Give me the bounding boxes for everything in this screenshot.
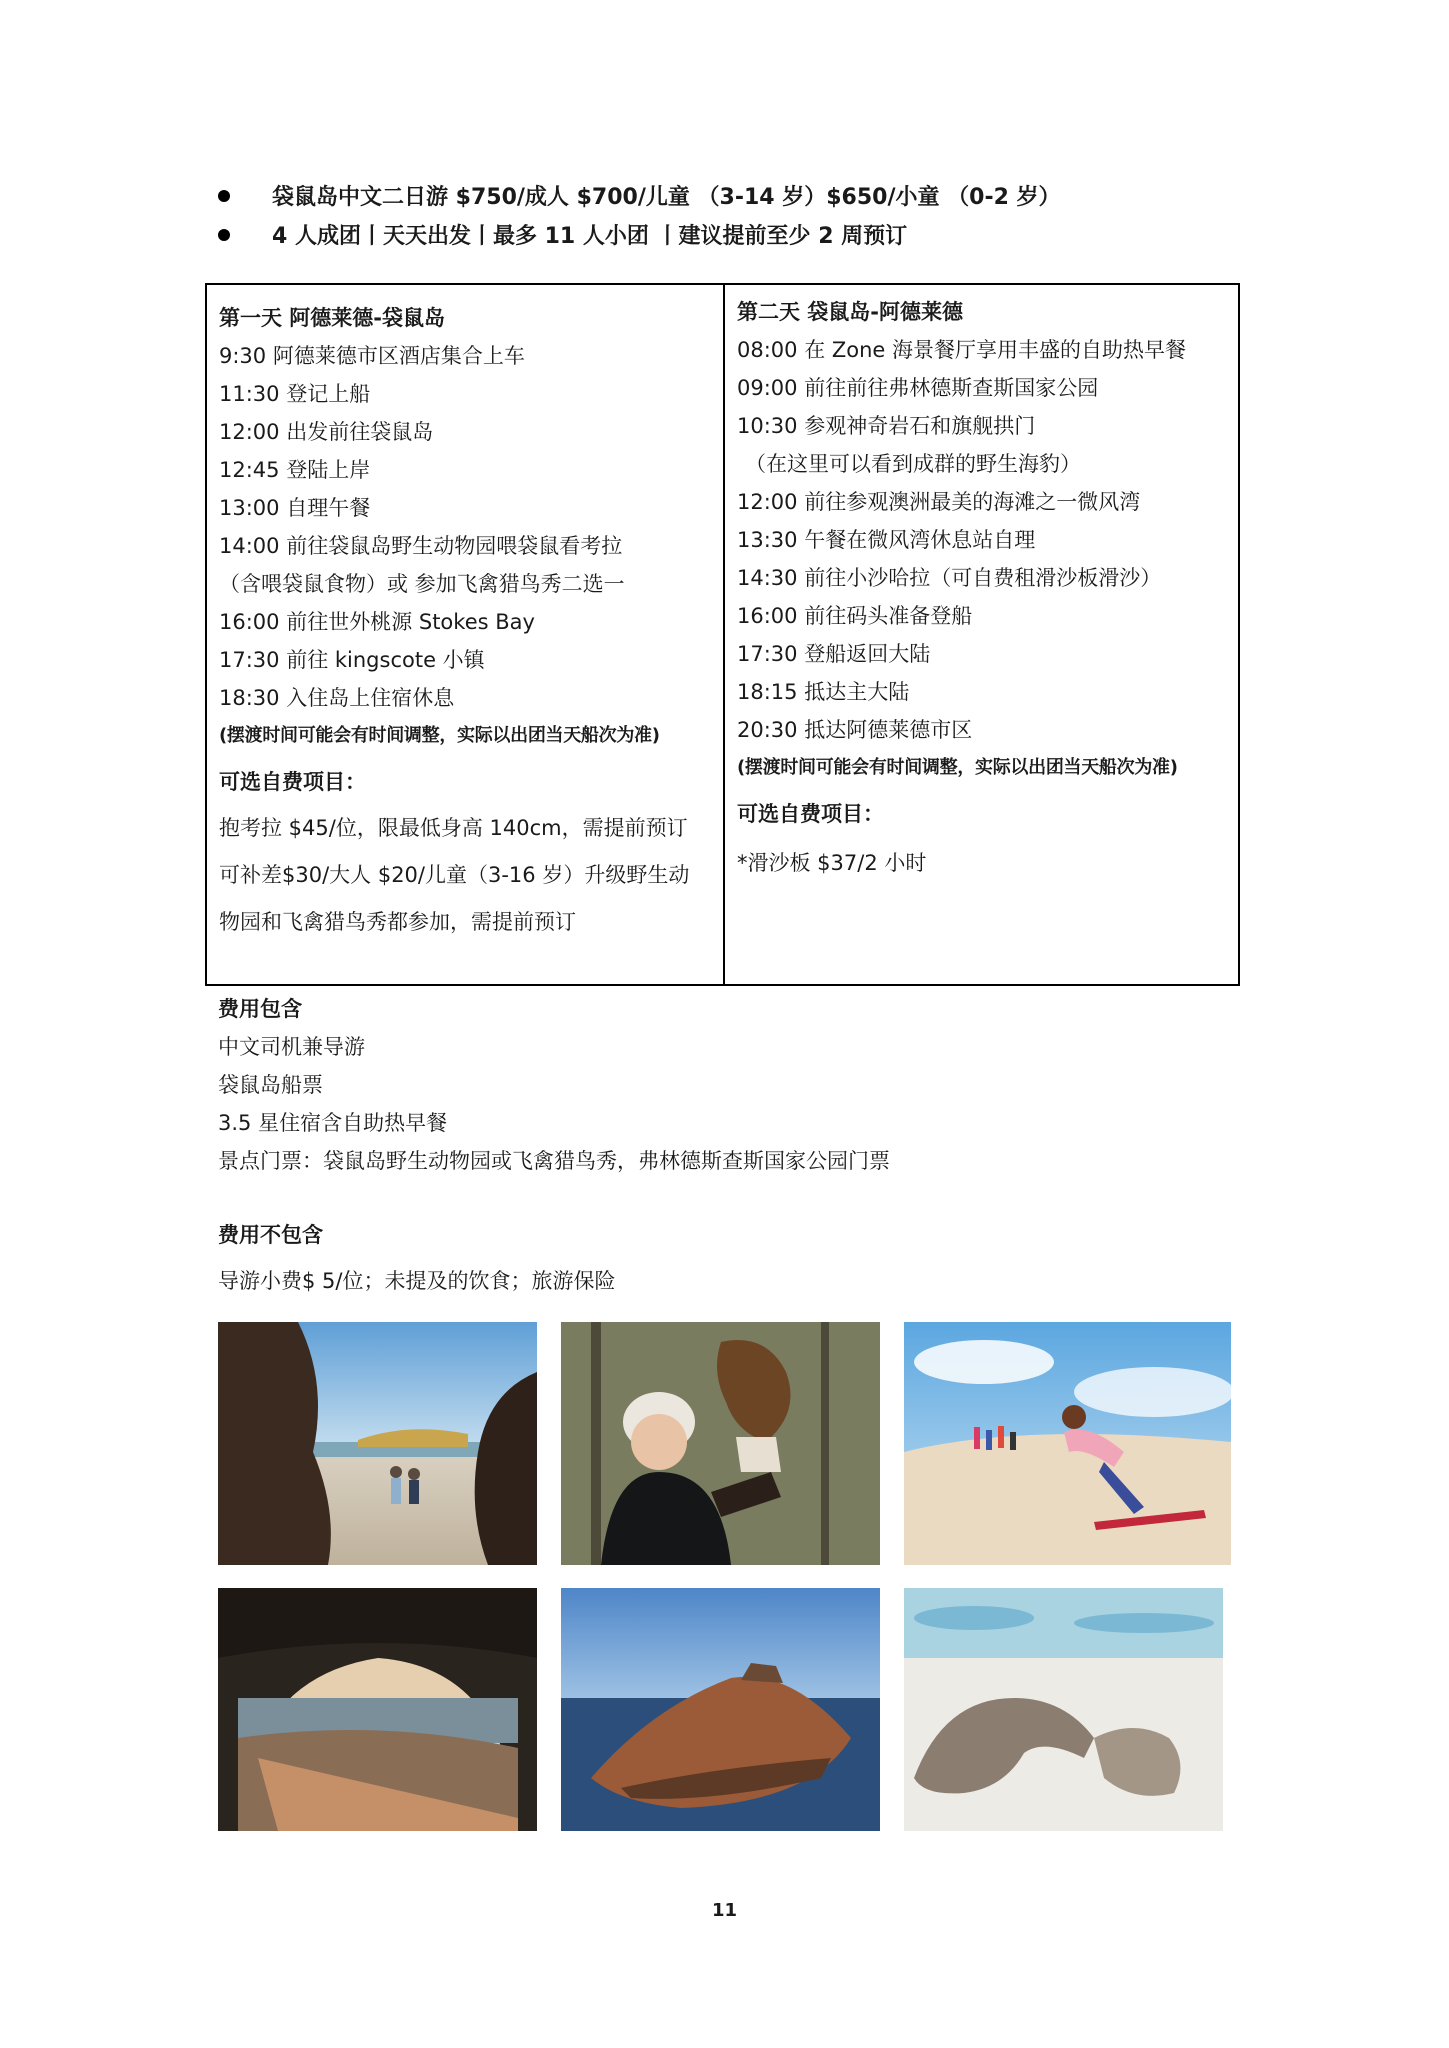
excluded-section xyxy=(218,1216,1318,1300)
falconry-photo xyxy=(561,1322,880,1565)
day2-item: 13:30 午餐在微风湾休息站自理 xyxy=(737,528,1036,552)
day2-item: 18:15 抵达主大陆 xyxy=(737,680,910,704)
day1-optional-item: 可补差$30/大人 $20/儿童（3-16 岁）升级野生动 xyxy=(219,863,690,887)
day1-item: 13:00 自理午餐 xyxy=(219,496,371,520)
day2-title: 第二天 袋鼠岛-阿德莱德 xyxy=(737,300,964,324)
included-section xyxy=(218,990,1318,1180)
beach-cave-photo xyxy=(218,1322,537,1565)
day1-item: 16:00 前往世外桃源 Stokes Bay xyxy=(219,610,535,634)
day1-title: 第一天 阿德莱德-袋鼠岛 xyxy=(219,306,446,330)
day2-item: 14:30 前往小沙哈拉（可自费租滑沙板滑沙） xyxy=(737,566,1162,590)
day1-optional-item: 抱考拉 $45/位，限最低身高 140cm，需提前预订 xyxy=(219,816,688,840)
day2-column xyxy=(725,285,1238,984)
bullet-text: 4 人成团丨天天出发丨最多 11 人小团 丨建议提前至少 2 周预订 xyxy=(272,224,908,249)
day2-item: 12:00 前往参观澳洲最美的海滩之一微风湾 xyxy=(737,490,1141,514)
sea-lions-photo xyxy=(904,1588,1223,1831)
day1-item: 17:30 前往 kingscote 小镇 xyxy=(219,648,485,672)
included-title: 费用包含 xyxy=(218,997,302,1021)
day1-item: 18:30 入住岛上住宿休息 xyxy=(219,686,455,710)
day2-ferry-note: (摆渡时间可能会有时间调整，实际以出团当天船次为准) xyxy=(737,757,1178,778)
day2-item: 20:30 抵达阿德莱德市区 xyxy=(737,718,973,742)
day1-optional-title: 可选自费项目： xyxy=(219,770,366,794)
day2-item: 17:30 登船返回大陆 xyxy=(737,642,931,666)
price-bullets xyxy=(218,176,1318,254)
included-item: 袋鼠岛船票 xyxy=(218,1073,323,1097)
day1-ferry-note: (摆渡时间可能会有时间调整，实际以出团当天船次为准) xyxy=(219,725,660,746)
day2-optional-title: 可选自费项目： xyxy=(737,802,884,826)
included-item: 3.5 星住宿含自助热早餐 xyxy=(218,1111,448,1135)
day2-item: 08:00 在 Zone 海景餐厅享用丰盛的自助热早餐 xyxy=(737,338,1187,362)
remarkable-rocks-photo xyxy=(561,1588,880,1831)
day2-item: （在这里可以看到成群的野生海豹） xyxy=(745,452,1081,476)
day2-item: 10:30 参观神奇岩石和旗舰拱门 xyxy=(737,414,1036,438)
bullet-item xyxy=(218,176,1318,215)
bullet-item xyxy=(218,215,1318,254)
day1-item: 12:00 出发前往袋鼠岛 xyxy=(219,420,434,444)
page-number: 11 xyxy=(711,1900,738,1921)
bullet-dot-icon xyxy=(218,229,230,241)
day2-item: 16:00 前往码头准备登船 xyxy=(737,604,973,628)
day1-column xyxy=(207,285,725,984)
included-item: 景点门票：袋鼠岛野生动物园或飞禽猎鸟秀，弗林德斯查斯国家公园门票 xyxy=(218,1149,890,1173)
sandboarding-photo xyxy=(904,1322,1231,1565)
day1-item: 9:30 阿德莱德市区酒店集合上车 xyxy=(219,344,525,368)
day1-item: （含喂袋鼠食物）或 参加飞禽猎鸟秀二选一 xyxy=(219,572,625,596)
day2-optional-item: *滑沙板 $37/2 小时 xyxy=(737,851,927,875)
day1-item: 11:30 登记上船 xyxy=(219,382,371,406)
itinerary-table xyxy=(205,283,1240,986)
included-item: 中文司机兼导游 xyxy=(218,1035,365,1059)
bullet-text: 袋鼠岛中文二日游 $750/成人 $700/儿童 （3-14 岁）$650/小童 （0-2 岁） xyxy=(272,185,1061,210)
day1-item: 14:00 前往袋鼠岛野生动物园喂袋鼠看考拉 xyxy=(219,534,623,558)
day2-item: 09:00 前往前往弗林德斯查斯国家公园 xyxy=(737,376,1099,400)
excluded-text: 导游小费$ 5/位；未提及的饮食；旅游保险 xyxy=(218,1269,616,1293)
day1-optional-item: 物园和飞禽猎鸟秀都参加，需提前预订 xyxy=(219,910,576,934)
excluded-title: 费用不包含 xyxy=(218,1223,323,1247)
admirals-arch-photo xyxy=(218,1588,537,1831)
bullet-dot-icon xyxy=(218,190,230,202)
day1-item: 12:45 登陆上岸 xyxy=(219,458,371,482)
